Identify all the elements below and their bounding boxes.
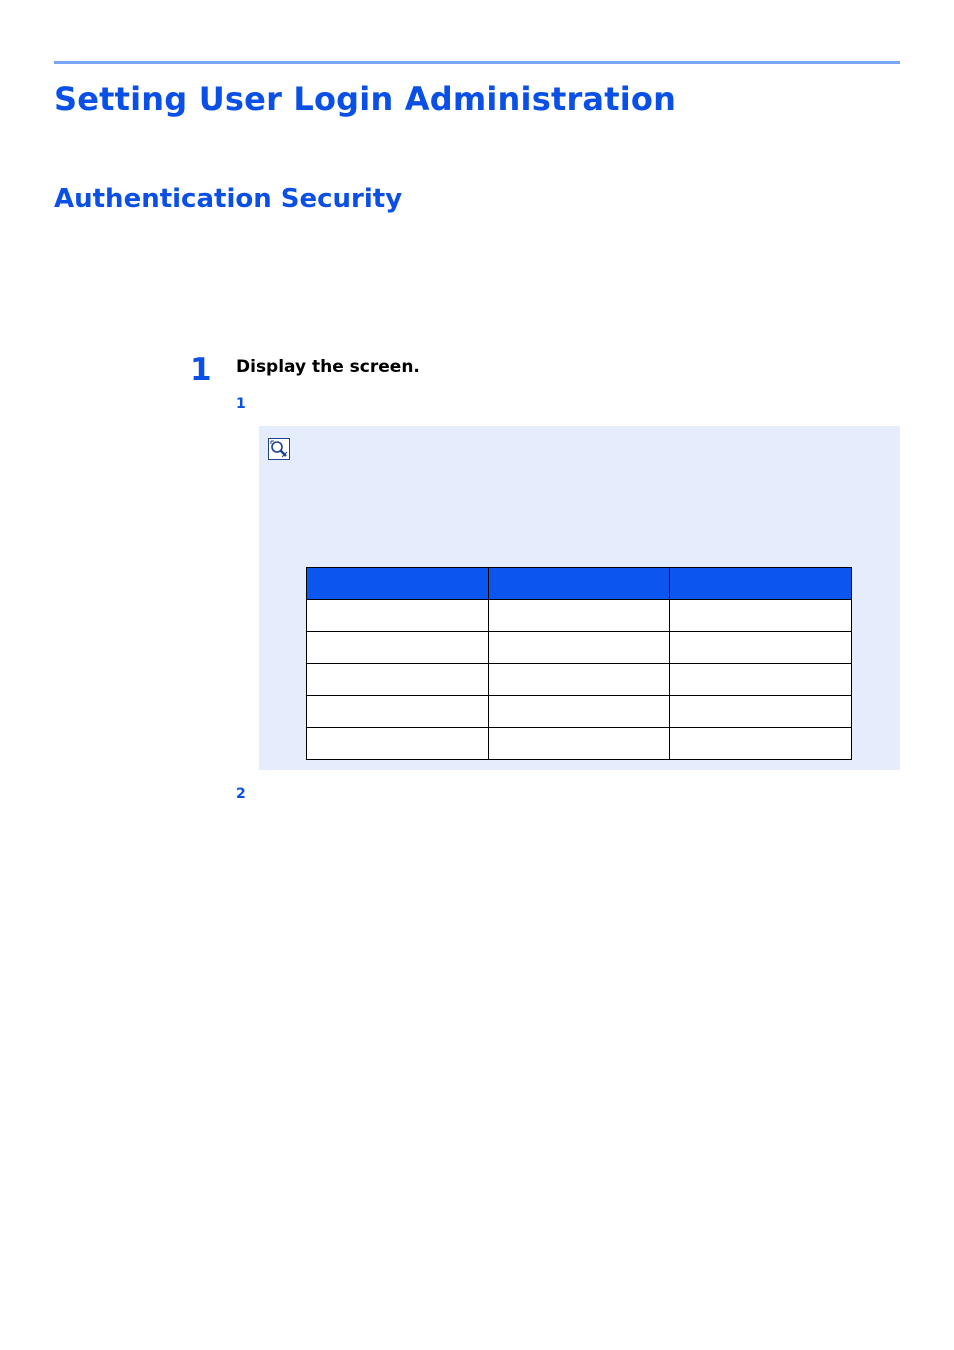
table-cell bbox=[488, 664, 670, 696]
table-header-row bbox=[307, 568, 852, 600]
table-row bbox=[307, 632, 852, 664]
substep-number-2: 2 bbox=[236, 786, 246, 802]
table-cell bbox=[488, 728, 670, 760]
table-cell bbox=[670, 696, 852, 728]
table-cell bbox=[307, 728, 489, 760]
table-cell bbox=[670, 664, 852, 696]
top-rule bbox=[54, 61, 900, 64]
table-row bbox=[307, 600, 852, 632]
page-title: Setting User Login Administration bbox=[54, 80, 677, 118]
table-header-cell bbox=[670, 568, 852, 600]
step-text: Display the screen. bbox=[236, 357, 420, 377]
table-cell bbox=[307, 664, 489, 696]
table-header-cell bbox=[488, 568, 670, 600]
table-header-cell bbox=[307, 568, 489, 600]
table-cell bbox=[307, 600, 489, 632]
table-row bbox=[307, 696, 852, 728]
table-cell bbox=[307, 696, 489, 728]
table-cell bbox=[670, 728, 852, 760]
step-number: 1 bbox=[190, 352, 212, 388]
substep-number-1: 1 bbox=[236, 396, 246, 412]
section-title: Authentication Security bbox=[54, 184, 403, 214]
table-cell bbox=[670, 632, 852, 664]
note-icon bbox=[268, 438, 290, 460]
table-cell bbox=[670, 600, 852, 632]
table-cell bbox=[488, 632, 670, 664]
table-cell bbox=[488, 600, 670, 632]
table-cell bbox=[307, 632, 489, 664]
table-row bbox=[307, 664, 852, 696]
table-cell bbox=[488, 696, 670, 728]
table-row bbox=[307, 728, 852, 760]
note-table bbox=[306, 567, 852, 760]
